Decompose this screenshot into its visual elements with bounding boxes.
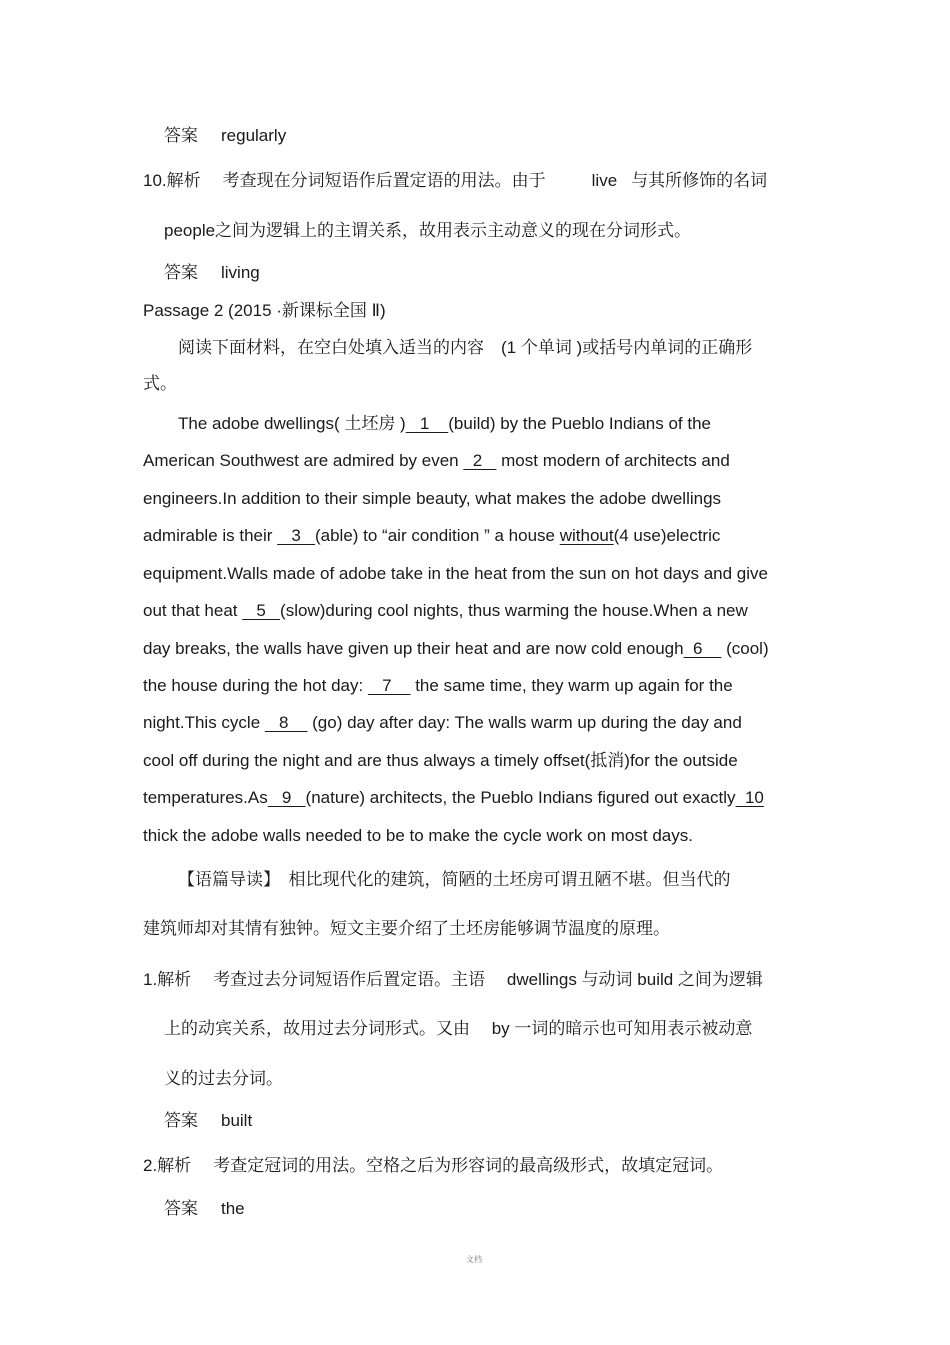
answer-value: the	[221, 1199, 245, 1218]
q10-answer	[164, 262, 260, 284]
q2-answer	[164, 1198, 245, 1220]
passage-line-6: out that heat 5 (slow)during cool nights, thus warming the house.When a new	[143, 601, 748, 620]
question-number: 1.解析	[143, 970, 192, 989]
blank-4: without	[559, 526, 614, 545]
blank-6: 6	[683, 639, 722, 658]
question-number: 2.解析	[143, 1156, 192, 1175]
analysis-text: 与其所修饰的名词	[631, 171, 768, 190]
instruction-line1: 阅读下面材料，在空白处填入适当的内容 (1 个单词 )或括号内单词的正确形	[178, 338, 753, 357]
answer-value: living	[221, 263, 260, 282]
q9-answer	[164, 125, 286, 147]
q1-analysis-line3: 义的过去分词。	[164, 1069, 283, 1088]
q10-analysis-line1	[143, 170, 767, 192]
analysis-text: 考查现在分词短语作后置定语的用法。由于	[222, 171, 546, 190]
passage-line-4: admirable is their 3 (able) to “air condition ” a house without(4 use)electric	[143, 526, 721, 545]
instruction-line2: 式。	[143, 374, 177, 393]
q1-analysis-line1: 1.解析 考查过去分词短语作后置定语。主语 dwellings 与动词 build 之间为逻辑	[143, 970, 763, 989]
answer-label: 答案	[164, 1111, 198, 1130]
passage-line-3: engineers.In addition to their simple beauty, what makes the adobe dwellings	[143, 489, 722, 508]
blank-1: 1	[405, 414, 449, 433]
passage-line-2: American Southwest are admired by even 2 most modern of architects and	[143, 451, 730, 470]
blank-3: 3	[277, 526, 315, 545]
passage-line-5: equipment.Walls made of adobe take in the heat from the sun on hot days and give	[143, 564, 768, 583]
answer-value: built	[221, 1111, 253, 1130]
answer-value: regularly	[221, 126, 287, 145]
answer-label: 答案	[164, 126, 198, 145]
answer-label: 答案	[164, 263, 198, 282]
passage-line-7: day breaks, the walls have given up their heat and are now cold enough 6 (cool)	[143, 639, 769, 658]
blank-2: 2	[463, 451, 497, 470]
q2-analysis-line1: 2.解析 考查定冠词的用法。空格之后为形容词的最高级形式，故填定冠词。	[143, 1156, 724, 1175]
blank-10: 10	[735, 788, 764, 807]
passage-line-10: cool off during the night and are thus always a timely offset(抵消)for the outside	[143, 751, 738, 770]
answer-label: 答案	[164, 1199, 198, 1218]
page-footer: 文档	[466, 1255, 482, 1264]
guide-line1: 【语篇导读】 相比现代化的建筑，简陋的土坯房可谓丑陋不堪。但当代的	[178, 870, 731, 889]
q1-answer	[164, 1110, 252, 1132]
passage-line-1: The adobe dwellings( 土坯房 ) 1 (build) by the Pueblo Indians of the	[178, 414, 711, 433]
blank-9: 9	[267, 788, 306, 807]
guide-line2: 建筑师却对其情有独钟。短文主要介绍了土坯房能够调节温度的原理。	[143, 919, 670, 938]
blank-7: 7	[367, 676, 411, 695]
question-number: 10.解析	[143, 171, 201, 190]
passage-line-11: temperatures.As 9 (nature) architects, the Pueblo Indians figured out exactly 10	[143, 788, 764, 807]
passage-line-12: thick the adobe walls needed to be to make the cycle work on most days.	[143, 826, 693, 845]
blank-8: 8	[264, 713, 308, 732]
q10-analysis-line2: people之间为逻辑上的主谓关系，故用表示主动意义的现在分词形式。	[164, 221, 692, 240]
passage-title: Passage 2 (2015 ·新课标全国 Ⅱ)	[143, 301, 386, 320]
keyword: live	[591, 171, 618, 190]
blank-5: 5	[242, 601, 281, 620]
q1-analysis-line2: 上的动宾关系，故用过去分词形式。又由 by 一词的暗示也可知用表示被动意	[164, 1019, 753, 1038]
passage-line-8: the house during the hot day: 7 the same time, they warm up again for the	[143, 676, 733, 695]
passage-line-9: night.This cycle 8 (go) day after day: The walls warm up during the day and	[143, 713, 742, 732]
